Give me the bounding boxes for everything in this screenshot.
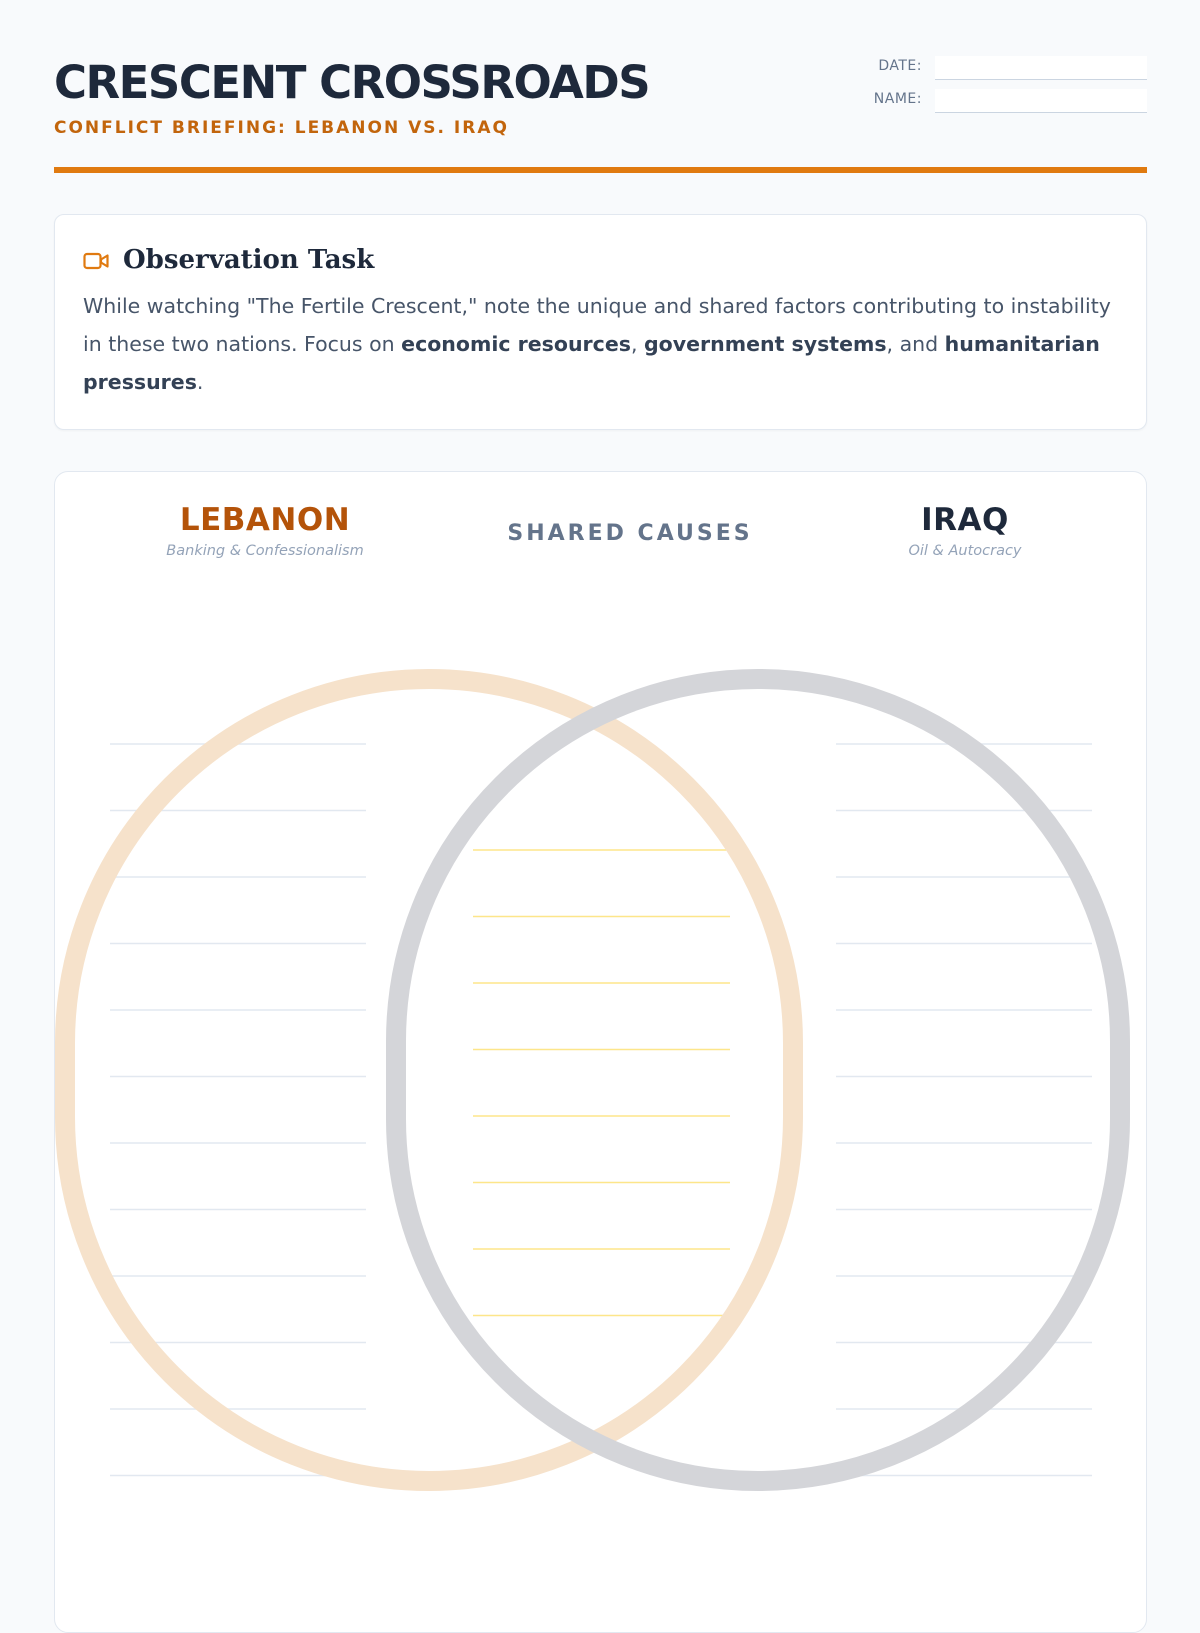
task-text-3: , and — [886, 332, 945, 356]
lebanon-writing-lines — [110, 744, 366, 1476]
task-text-1: While watching "The Fertile Crescent," note the unique and shared factors contributing to instability in these two nations. Focus on — [83, 294, 1111, 356]
venn-diagram — [55, 472, 1146, 1632]
task-title: Observation Task — [123, 245, 375, 275]
task-text-2: , — [630, 332, 644, 356]
name-input[interactable] — [935, 89, 1147, 113]
worksheet-header — [54, 56, 1147, 174]
task-text-4: . — [196, 370, 204, 394]
iraq-circle — [396, 679, 1120, 1481]
name-field-group — [837, 89, 1147, 115]
iraq-subtitle: Oil & Autocracy — [908, 543, 1022, 559]
task-emphasis-economic: economic resources — [401, 332, 631, 356]
name-label: NAME: — [873, 91, 922, 107]
task-instructions — [83, 287, 1113, 401]
shared-title: SHARED CAUSES — [507, 521, 753, 546]
venn-diagram-card — [54, 471, 1147, 1633]
page-title: CRESCENT CROSSROADS — [54, 56, 650, 109]
observation-task-card — [54, 214, 1147, 430]
date-input[interactable] — [935, 56, 1147, 80]
header-divider — [54, 167, 1147, 173]
date-field-group — [837, 56, 1147, 82]
iraq-writing-lines — [836, 744, 1092, 1476]
iraq-title: IRAQ — [921, 502, 1009, 538]
video-camera-icon — [83, 251, 109, 271]
lebanon-subtitle: Banking & Confessionalism — [166, 543, 364, 559]
lebanon-circle — [65, 679, 793, 1481]
task-emphasis-government: government systems — [643, 332, 887, 356]
page-subtitle: CONFLICT BRIEFING: LEBANON VS. IRAQ — [54, 118, 509, 138]
shared-writing-lines — [473, 850, 730, 1316]
date-label: DATE: — [878, 58, 922, 74]
task-emphasis-humanitarian: humanitarian pressures — [83, 332, 1100, 394]
lebanon-title: LEBANON — [179, 502, 351, 538]
